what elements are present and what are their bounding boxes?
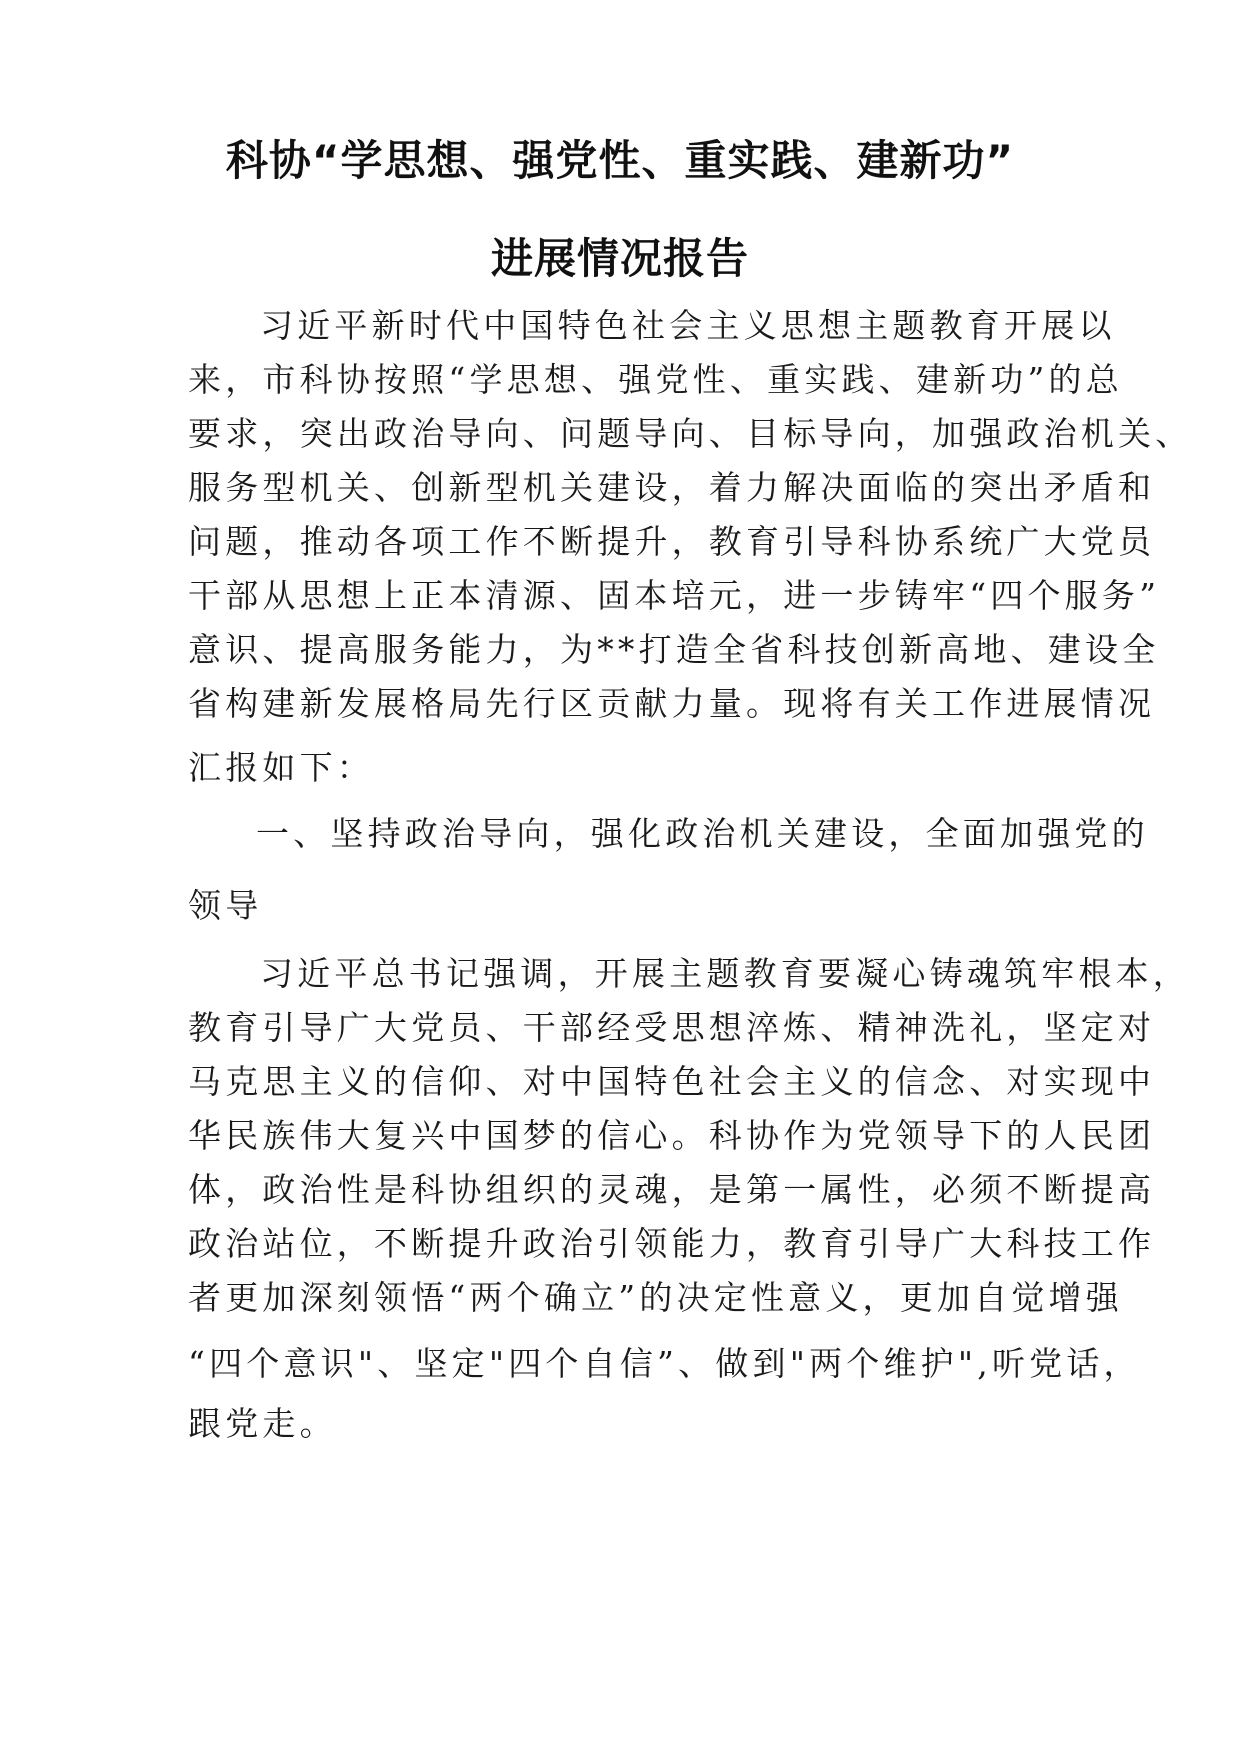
paragraph-2-line: 政治站位，不断提升政治引领能力，教育引导广大科技工作: [188, 1224, 1156, 1263]
paragraph-2-line: 者更加深刻领悟“两个确立”的决定性意义，更加自觉增强: [188, 1278, 1123, 1317]
paragraph-2-line: 马克思主义的信仰、对中国特色社会主义的信念、对实现中: [188, 1062, 1156, 1101]
paragraph-2-line: 华民族伟大复兴中国梦的信心。科协作为党领导下的人民团: [188, 1116, 1156, 1155]
paragraph-2-line: 体，政治性是科协组织的灵魂，是第一属性，必须不断提高: [188, 1170, 1156, 1209]
paragraph-2-line: 跟党走。: [188, 1404, 337, 1443]
paragraph-1-line: 来，市科协按照“学思想、强党性、重实践、建新功”的总: [188, 360, 1123, 399]
paragraph-2-line: 习近平总书记强调，开展主题教育要凝心铸魂筑牢根本，: [260, 954, 1190, 993]
paragraph-1-line: 省构建新发展格局先行区贡献力量。现将有关工作进展情况: [188, 684, 1156, 723]
paragraph-2-line: “四个意识"、坚定"四个自信”、做到"两个维护",听党话，: [188, 1344, 1141, 1383]
paragraph-1-line: 习近平新时代中国特色社会主义思想主题教育开展以: [260, 306, 1116, 345]
section-1-heading-line: 领导: [188, 886, 263, 925]
paragraph-1-line: 要求，突出政治导向、问题导向、目标导向，加强政治机关、: [188, 414, 1193, 453]
paragraph-1-line: 干部从思想上正本清源、固本培元，进一步铸牢“四个服务”: [188, 576, 1161, 615]
paragraph-2-line: 教育引导广大党员、干部经受思想淬炼、精神洗礼，坚定对: [188, 1008, 1156, 1047]
section-1-heading-line: 一、坚持政治导向，强化政治机关建设，全面加强党的: [256, 814, 1149, 853]
document-title-line-2: 进展情况报告: [490, 234, 749, 283]
paragraph-1-line: 问题，推动各项工作不断提升，教育引导科协系统广大党员: [188, 522, 1156, 561]
paragraph-1-line: 汇报如下：: [188, 748, 374, 787]
document-title-line-1: 科协“学思想、强党性、重实践、建新功”: [225, 136, 1015, 185]
paragraph-1-line: 服务型机关、创新型机关建设，着力解决面临的突出矛盾和: [188, 468, 1156, 507]
paragraph-1-line: 意识、提高服务能力，为**打造全省科技创新高地、建设全: [188, 630, 1160, 669]
